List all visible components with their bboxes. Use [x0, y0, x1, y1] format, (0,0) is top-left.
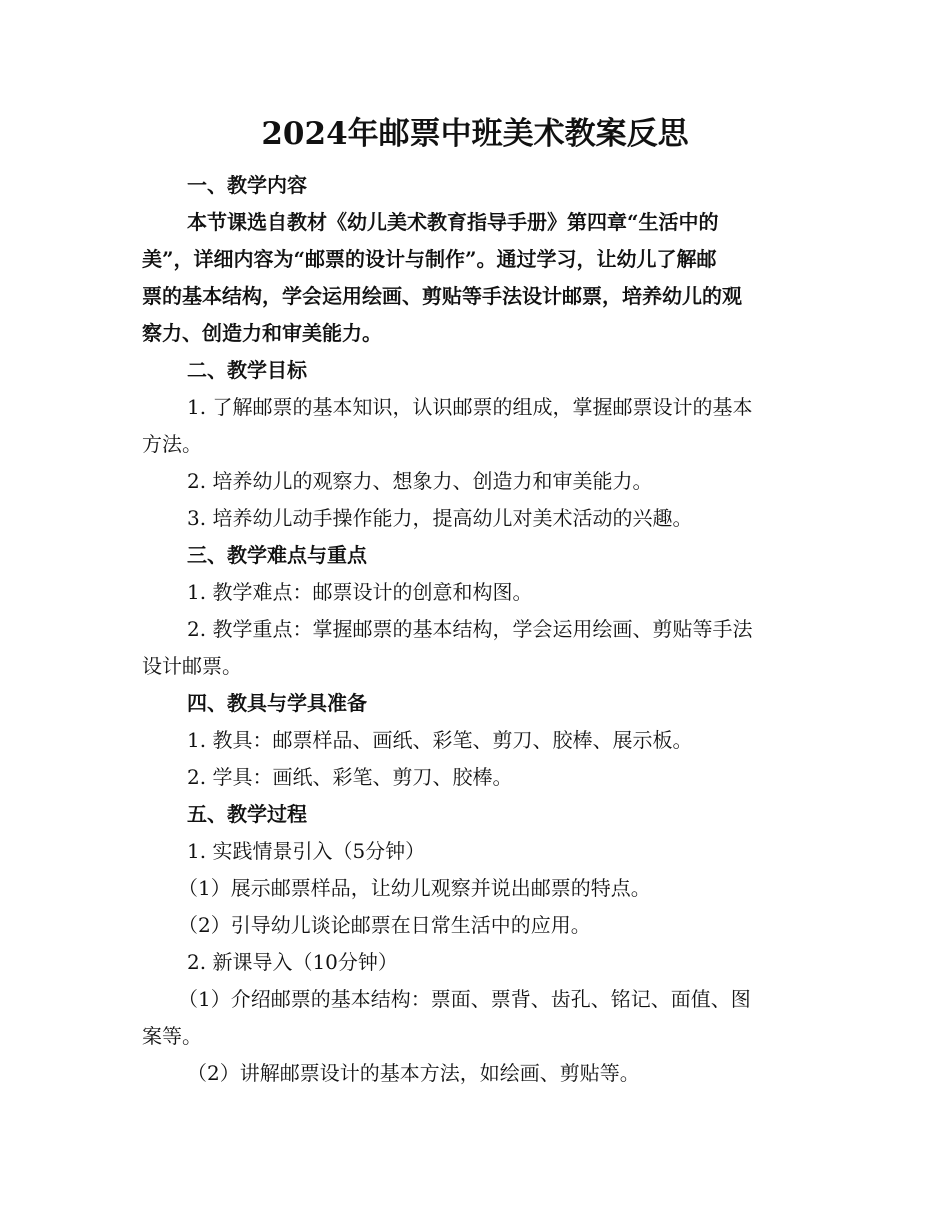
- sub-list-item: （1）展示邮票样品，让幼儿观察并说出邮票的特点。: [178, 876, 651, 900]
- list-item: 2. 学具：画纸、彩笔、剪刀、胶棒。: [187, 765, 513, 789]
- paragraph-line: 本节课选自教材《幼儿美术教育指导手册》第四章“生活中的: [187, 210, 719, 234]
- paragraph-line: 察力、创造力和审美能力。: [142, 321, 382, 345]
- sub-list-item-continuation: 案等。: [142, 1024, 202, 1048]
- section-heading-difficulties: 三、教学难点与重点: [187, 543, 367, 567]
- list-item-continuation: 设计邮票。: [142, 654, 242, 678]
- sub-list-item: （2）引导幼儿谈论邮票在日常生活中的应用。: [178, 913, 591, 937]
- list-item: 1. 教具：邮票样品、画纸、彩笔、剪刀、胶棒、展示板。: [187, 728, 693, 752]
- section-heading-goals: 二、教学目标: [187, 358, 307, 382]
- list-item: 2. 教学重点：掌握邮票的基本结构，学会运用绘画、剪贴等手法: [187, 617, 753, 641]
- paragraph-line: 票的基本结构，学会运用绘画、剪贴等手法设计邮票，培养幼儿的观: [142, 284, 742, 308]
- sub-list-item: （2）讲解邮票设计的基本方法，如绘画、剪贴等。: [187, 1061, 640, 1085]
- sub-list-item: （1）介绍邮票的基本结构：票面、票背、齿孔、铭记、面值、图: [178, 987, 751, 1011]
- list-item: 1. 实践情景引入（5分钟）: [187, 839, 426, 863]
- list-item: 2. 培养幼儿的观察力、想象力、创造力和审美能力。: [187, 469, 653, 493]
- section-heading-materials: 四、教具与学具准备: [187, 691, 367, 715]
- section-heading-content: 一、教学内容: [187, 173, 307, 197]
- document-title: 2024年邮票中班美术教案反思: [261, 116, 689, 152]
- list-item: 1. 了解邮票的基本知识，认识邮票的组成，掌握邮票设计的基本: [187, 395, 753, 419]
- list-item-continuation: 方法。: [142, 432, 202, 456]
- paragraph-line: 美”，详细内容为“邮票的设计与制作”。通过学习，让幼儿了解邮: [142, 247, 717, 271]
- section-heading-process: 五、教学过程: [187, 802, 307, 826]
- list-item: 1. 教学难点：邮票设计的创意和构图。: [187, 580, 533, 604]
- list-item: 2. 新课导入（10分钟）: [187, 950, 398, 974]
- list-item: 3. 培养幼儿动手操作能力，提高幼儿对美术活动的兴趣。: [187, 506, 693, 530]
